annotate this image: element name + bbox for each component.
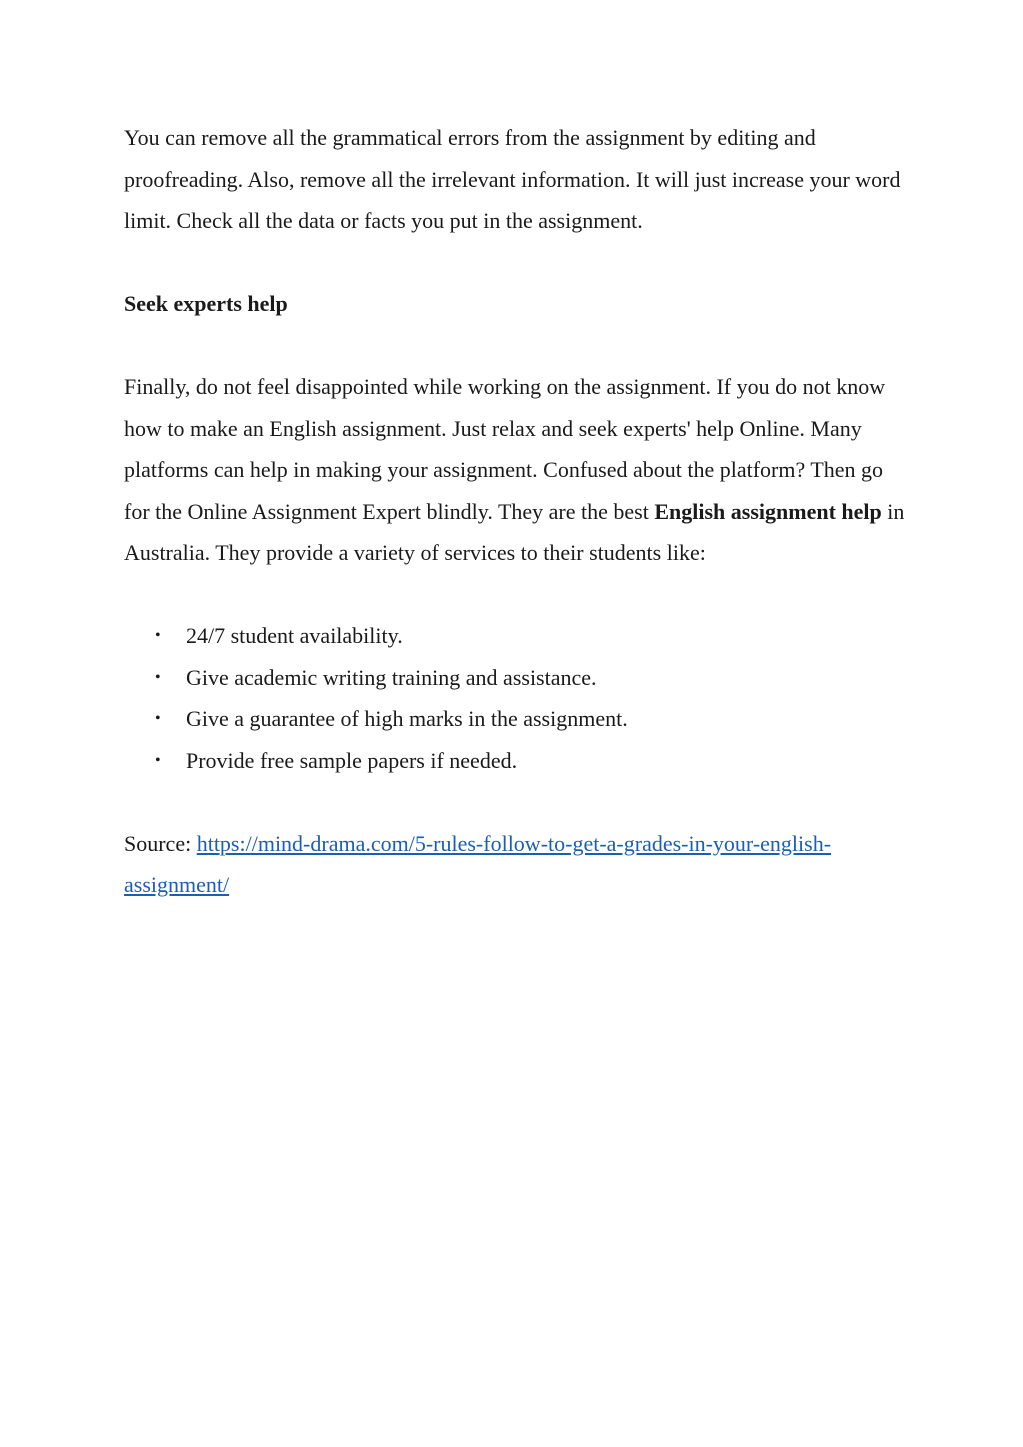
bullet-icon: •	[155, 668, 161, 686]
paragraph-gap	[124, 325, 914, 367]
section-heading: Seek experts help	[124, 291, 288, 316]
list-item	[124, 615, 914, 657]
document-page	[124, 117, 914, 906]
paragraph-experts-help	[124, 366, 914, 574]
list-item	[124, 740, 914, 782]
services-list	[124, 615, 914, 781]
list-item-text: 24/7 student availability.	[186, 623, 403, 648]
paragraph-gap	[124, 781, 914, 823]
list-item-text: Provide free sample papers if needed.	[186, 747, 518, 773]
paragraph-gap	[124, 242, 914, 284]
paragraph-gap	[124, 574, 914, 616]
source-label: Source:	[124, 830, 197, 856]
list-item	[124, 657, 914, 699]
list-item-text: Give a guarantee of high marks in the assignment.	[186, 706, 628, 731]
paragraph-proofreading: You can remove all the grammatical errors from the assignment by editing and proofreading. Also, remove all the irrelevant information. It will just increase your word limit. Check all the data or facts you put in the assignment.	[124, 125, 901, 233]
bold-keyword: English assignment help	[654, 498, 882, 524]
source-link[interactable]: https://mind-drama.com/5-rules-follow-to-get-a-grades-in-your-english-assignment/	[124, 830, 832, 897]
paragraph-text-before-bold: Finally, do not feel disappointed while working on the assignment. If you do not know how to make an English assignment. Just relax and seek experts' help Online. Many platforms can help in making your assignment. Confused about the platform? Then go for the Online Assignment Expert blindly. They are the best	[124, 374, 886, 524]
paragraph-text-after-bold: in Australia. They provide a variety of services to their students like:	[124, 498, 905, 565]
list-item-text: Give academic writing training and assistance.	[186, 664, 597, 690]
bullet-icon: •	[155, 627, 161, 644]
list-item	[124, 698, 914, 740]
bullet-icon: •	[155, 710, 161, 727]
source-line	[124, 823, 914, 906]
bullet-icon: •	[155, 751, 161, 769]
